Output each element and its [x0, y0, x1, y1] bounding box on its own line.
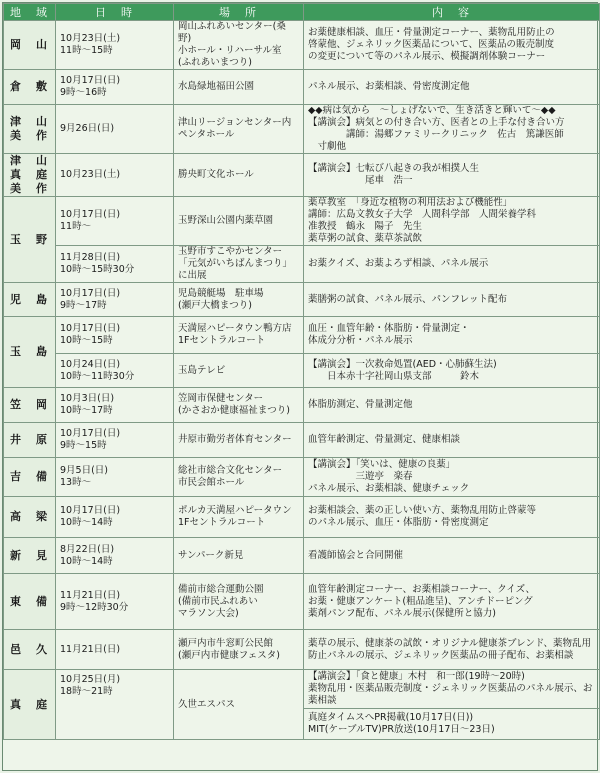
- region-cell: 玉 野: [4, 197, 56, 283]
- table-row: [4, 154, 600, 197]
- region-cell: 児 島: [4, 283, 56, 317]
- place-cell: 総社市総合文化センター 市民会館ホール: [174, 458, 304, 497]
- place-cell: 笠岡市保健センター (かさおか健康福祉まつり): [174, 388, 304, 423]
- header-place: 場 所: [174, 4, 304, 21]
- region-cell: 津 山 美 作: [4, 105, 56, 154]
- header-region: 地 域: [4, 4, 56, 21]
- region-cell: 倉 敷: [4, 70, 56, 105]
- place-cell: 勝央町文化ホール: [174, 154, 304, 197]
- content-cell: 体脂肪測定、骨量測定他: [304, 388, 600, 423]
- event-schedule-table: [3, 3, 600, 740]
- table-row: [4, 317, 600, 354]
- place-cell: サンパーク新見: [174, 538, 304, 574]
- content-cell: 血管年齢測定コーナー、お薬相談コーナー、クイズ、 お薬・健康アンケート(粗品進呈)、アンチドーピング 薬剤パンフ配布、パネル展示(保健所と協力): [304, 574, 600, 630]
- content-cell: 薬草教室 「身近な植物の利用法および機能性」 講師：広島文教女子大学 人間科学部 人間栄養学科 准教授 鶴永 陽子 先生 薬草粥の試食、薬草茶試飲: [304, 197, 600, 246]
- place-cell: 岡山ふれあいセンター(桑野) 小ホール・リハーサル室 (ふれあいまつり): [174, 21, 304, 70]
- content-cell: 看護師協会と合同開催: [304, 538, 600, 574]
- table-row: [4, 670, 600, 709]
- date-cell: 10月25日(月) 18時～21時: [56, 670, 174, 740]
- place-cell: 井原市勤労者体育センター: [174, 423, 304, 458]
- table-row: [4, 197, 600, 246]
- region-cell: 玉 島: [4, 317, 56, 388]
- content-cell: 血管年齢測定、骨量測定、健康相談: [304, 423, 600, 458]
- content-cell: パネル展示、お薬相談、骨密度測定他: [304, 70, 600, 105]
- content-cell: 血圧・血管年齢・体脂肪・骨量測定・ 体成分分析・パネル展示: [304, 317, 600, 354]
- place-cell: 津山リージョンセンター内 ペンタホール: [174, 105, 304, 154]
- date-cell: 10月24日(日) 10時～11時30分: [56, 354, 174, 388]
- content-cell: お薬クイズ、お薬よろず相談、パネル展示: [304, 246, 600, 283]
- content-cell: お薬健康相談、血圧・骨量測定コーナー、薬物乱用防止の 啓蒙他、ジェネリック医薬品について、医薬品の販売制度 の変更について等のパネル展示、模擬調剤体験コーナー: [304, 21, 600, 70]
- table-row: [4, 458, 600, 497]
- content-cell: 【講演会】一次救命処置(AED・心肺蘇生法) 日本赤十字社岡山県支部 鈴木: [304, 354, 600, 388]
- table-row: [4, 283, 600, 317]
- date-cell: 8月22日(日) 10時～14時: [56, 538, 174, 574]
- table-row: [4, 388, 600, 423]
- region-cell: 新 見: [4, 538, 56, 574]
- place-cell: 児島競艇場 駐車場 (瀬戸大橋まつり): [174, 283, 304, 317]
- date-cell: 11月21日(日): [56, 630, 174, 670]
- place-cell: 瀬戸内市牛窓町公民館 (瀬戸内市健康フェスタ): [174, 630, 304, 670]
- date-cell: 10月17日(日) 9時～17時: [56, 283, 174, 317]
- content-cell: 薬膳粥の試食、パネル展示、パンフレット配布: [304, 283, 600, 317]
- place-cell: 天満屋ハピータウン鴨方店 1Fセントラルコート: [174, 317, 304, 354]
- table-row: [4, 70, 600, 105]
- table-row: [4, 105, 600, 154]
- region-cell: 井 原: [4, 423, 56, 458]
- date-cell: 10月23日(土) 11時～15時: [56, 21, 174, 70]
- region-cell: 吉 備: [4, 458, 56, 497]
- content-cell: 【講演会】「食と健康」木村 和一郎(19時～20時) 薬物乱用・医薬品販売制度・ジェネリック医薬品のパネル展示、お薬相談: [304, 670, 600, 709]
- table-row: [4, 497, 600, 538]
- table-row: [4, 354, 600, 388]
- table-row: [4, 630, 600, 670]
- content-cell: 真庭タイムスへPR掲載(10月17日(日)) MIT(ケーブルTV)PR放送(10月17日～23日): [304, 709, 600, 740]
- table-row: [4, 21, 600, 70]
- table-header-row: [4, 4, 600, 21]
- event-schedule-sheet: [2, 2, 598, 771]
- date-cell: 10月17日(日) 11時～: [56, 197, 174, 246]
- content-cell: お薬相談会、薬の正しい使い方、薬物乱用防止啓蒙等 のパネル展示、血圧・体脂肪・骨密度測定: [304, 497, 600, 538]
- date-cell: 10月17日(日) 10時～15時: [56, 317, 174, 354]
- content-cell: 【講演会】「笑いは、健康の良薬」 三遊亭 楽春 パネル展示、お薬相談、健康チェック: [304, 458, 600, 497]
- place-cell: 玉野市すこやかセンター 「元気がいちばんまつり」に出展: [174, 246, 304, 283]
- region-cell: 高 梁: [4, 497, 56, 538]
- table-row: [4, 538, 600, 574]
- date-cell: 11月21日(日) 9時～12時30分: [56, 574, 174, 630]
- place-cell: 水島緑地福田公園: [174, 70, 304, 105]
- region-cell: 真 庭: [4, 670, 56, 740]
- date-cell: 9月26日(日): [56, 105, 174, 154]
- header-content: 内 容: [304, 4, 600, 21]
- date-cell: 10月23日(土): [56, 154, 174, 197]
- date-cell: 9月5日(日) 13時～: [56, 458, 174, 497]
- region-cell: 岡 山: [4, 21, 56, 70]
- place-cell: 久世エスパス: [174, 670, 304, 740]
- date-cell: 10月17日(日) 9時～15時: [56, 423, 174, 458]
- place-cell: ポルカ天満屋ハピータウン 1Fセントラルコート: [174, 497, 304, 538]
- table-row: [4, 574, 600, 630]
- place-cell: 玉野深山公園内薬草園: [174, 197, 304, 246]
- date-cell: 11月28日(日) 10時～15時30分: [56, 246, 174, 283]
- region-cell: 津 山 真 庭 美 作: [4, 154, 56, 197]
- header-date: 日 時: [56, 4, 174, 21]
- table-row: [4, 423, 600, 458]
- region-cell: 笠 岡: [4, 388, 56, 423]
- place-cell: 玉島テレビ: [174, 354, 304, 388]
- date-cell: 10月3日(日) 10時～17時: [56, 388, 174, 423]
- content-cell: 【講演会】七転び八起きの我が相撲人生 尾車 浩一: [304, 154, 600, 197]
- table-row: [4, 246, 600, 283]
- date-cell: 10月17日(日) 10時～14時: [56, 497, 174, 538]
- region-cell: 東 備: [4, 574, 56, 630]
- place-cell: 備前市総合運動公園 (備前市民ふれあい マラソン大会): [174, 574, 304, 630]
- content-cell: ◆◆病は気から ～しょげないで、生き活きと輝いて～◆◆ 【講演会】病気との付き合い方、医者との上手な付き合い方 講師：湯郷ファミリークリニック 佐古 篤謙医師 寸劇他: [304, 105, 600, 154]
- date-cell: 10月17日(日) 9時～16時: [56, 70, 174, 105]
- region-cell: 邑 久: [4, 630, 56, 670]
- content-cell: 薬草の展示、健康茶の試飲・オリジナル健康茶ブレンド、薬物乱用 防止パネルの展示、ジェネリック医薬品の冊子配布、お薬相談: [304, 630, 600, 670]
